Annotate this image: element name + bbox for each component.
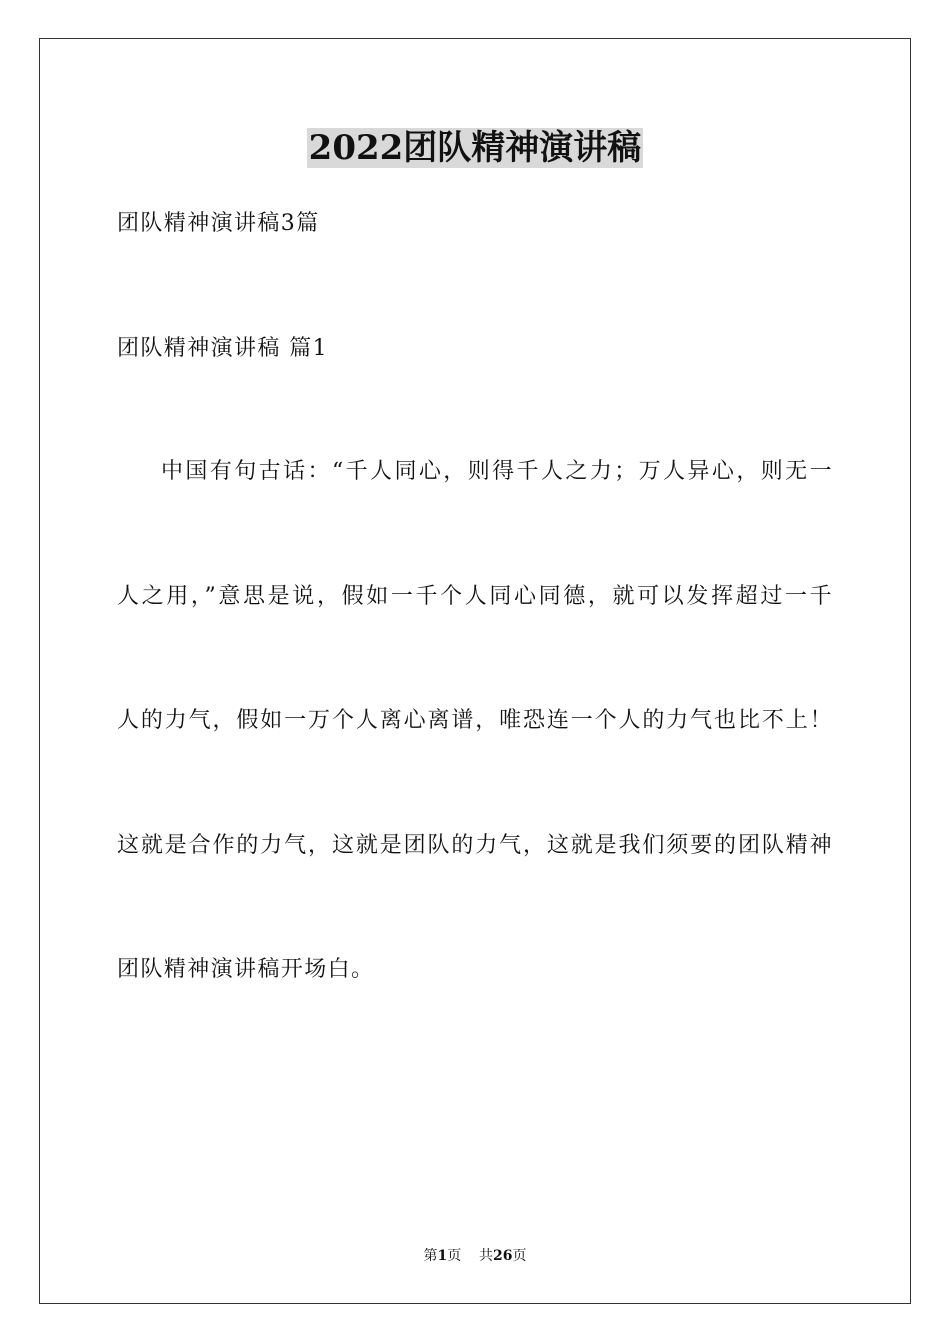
body-line-4: 这就是合作的力气，这就是团队的力气，这就是我们须要的团队精神 <box>117 833 833 858</box>
footer-total-prefix: 共 <box>479 1248 494 1264</box>
body-line-2: 人之用，”意思是说，假如一千个人同心同德，就可以发挥超过一千 <box>117 584 833 609</box>
body-line-3: 人的力气，假如一万个人离心离谱，唯恐连一个人的力气也比不上！ <box>117 708 833 733</box>
document-subtitle: 团队精神演讲稿3篇 <box>117 211 320 236</box>
section-heading: 团队精神演讲稿 篇1 <box>117 336 328 361</box>
footer-page-prefix: 第 <box>423 1248 438 1264</box>
document-title-text: 2022团队精神演讲稿 <box>308 128 642 168</box>
footer-page-number: 1 <box>437 1248 448 1264</box>
body-line-5: 团队精神演讲稿开场白。 <box>117 957 375 982</box>
document-title <box>0 126 950 170</box>
footer-total-pages: 26 <box>493 1248 513 1264</box>
footer-page-suffix: 页 <box>447 1248 462 1264</box>
page-footer <box>0 1246 950 1266</box>
footer-total-suffix: 页 <box>512 1248 527 1264</box>
body-line-1: 中国有句古话：“千人同心，则得千人之力；万人异心，则无一 <box>161 459 833 484</box>
